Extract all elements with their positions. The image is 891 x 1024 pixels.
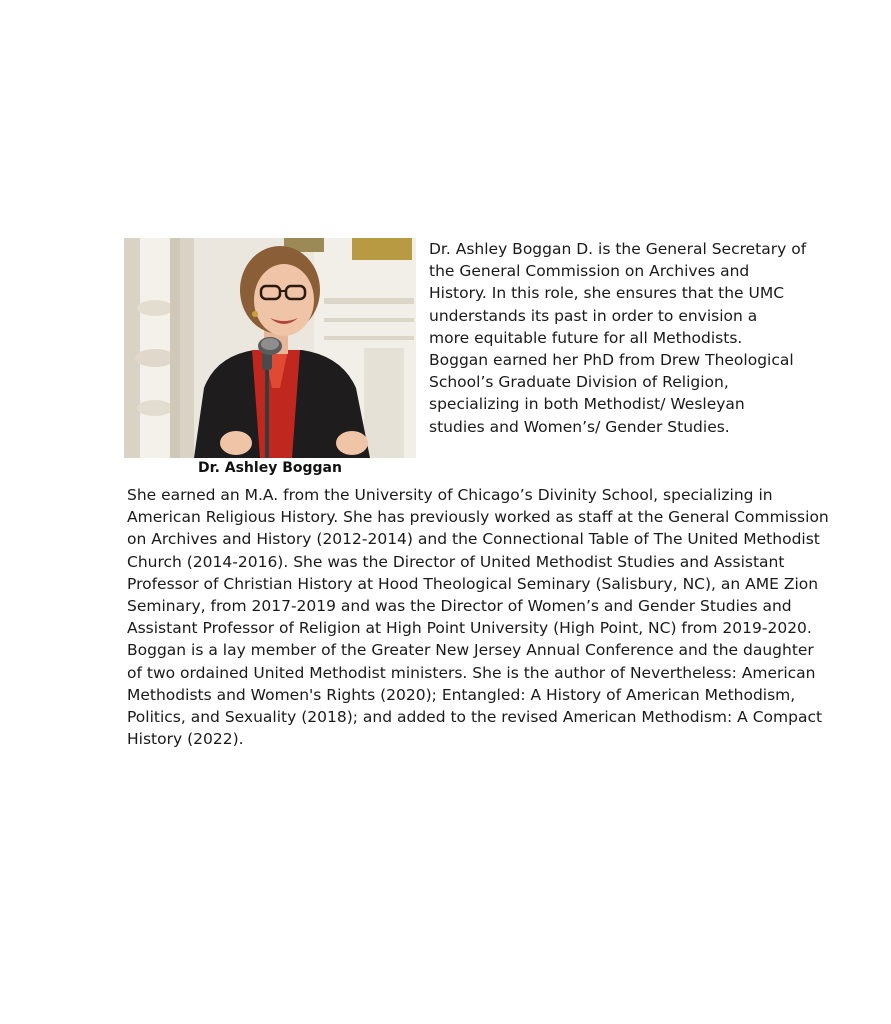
body-line: Assistant Professor of Religion at High Point University (High Point, NC) from 2019-2020. — [127, 619, 812, 638]
body-line: Seminary, from 2017-2019 and was the Director of Women’s and Gender Studies and — [127, 597, 792, 616]
body-line: History (2022). — [127, 730, 244, 749]
body-line: Church (2014-2016). She was the Director of United Methodist Studies and Assistant — [127, 552, 785, 571]
intro-line: more equitable future for all Methodists. — [429, 328, 743, 347]
intro-line: School’s Graduate Division of Religion, — [429, 373, 729, 392]
body-line: on Archives and History (2012-2014) and the Connectional Table of The United Methodist — [127, 530, 820, 549]
intro-line: Dr. Ashley Boggan D. is the General Secretary of — [429, 240, 807, 258]
body-line: of two ordained United Methodist ministers. She is the author of Nevertheless: American — [127, 663, 816, 682]
intro-line: specializing in both Methodist/ Wesleyan — [429, 395, 745, 414]
body-line: She earned an M.A. from the University of Chicago’s Divinity School, specializing in — [127, 486, 773, 504]
intro-line: understands its past in order to envision a — [429, 306, 758, 325]
portrait-illustration — [124, 238, 416, 458]
photo-caption: Dr. Ashley Boggan — [198, 460, 342, 476]
body-line: Boggan is a lay member of the Greater New Jersey Annual Conference and the daughter — [127, 641, 814, 660]
biography-paragraph — [127, 484, 829, 750]
intro-line: Boggan earned her PhD from Drew Theological — [429, 351, 794, 370]
intro-line: studies and Women’s/ Gender Studies. — [429, 417, 730, 436]
intro-line: the General Commission on Archives and — [429, 262, 750, 281]
body-line: Professor of Christian History at Hood Theological Seminary (Salisbury, NC), an AME Zion — [127, 574, 819, 593]
intro-paragraph — [429, 238, 805, 438]
body-line: Politics, and Sexuality (2018); and added to the revised American Methodism: A Compact — [127, 708, 823, 727]
body-line: American Religious History. She has previously worked as staff at the General Commission — [127, 508, 829, 527]
portrait-photo — [124, 238, 416, 458]
body-line: Methodists and Women's Rights (2020); Entangled: A History of American Methodism, — [127, 685, 796, 704]
intro-line: History. In this role, she ensures that the UMC — [429, 284, 785, 303]
